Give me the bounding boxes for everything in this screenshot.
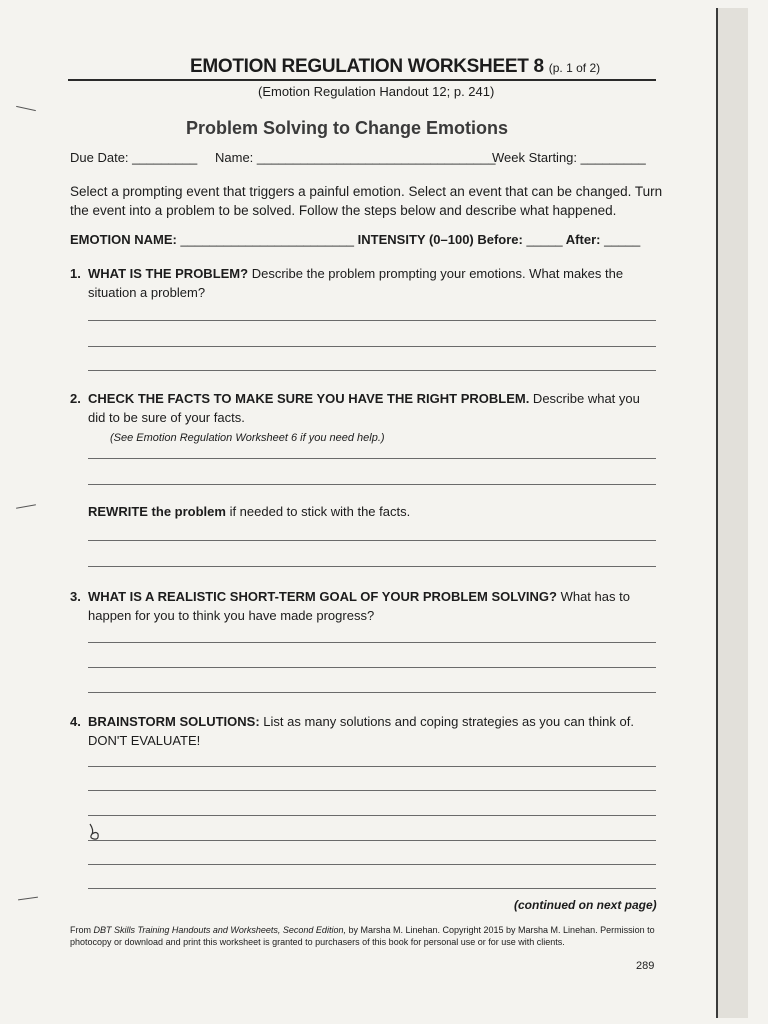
answer-line-1b[interactable]: [88, 346, 656, 347]
margin-mark: [16, 504, 36, 508]
question-number: 4.: [70, 714, 81, 729]
question-2: [70, 389, 658, 448]
instructions-paragraph: Select a prompting event that triggers a painful emotion. Select an event that can be changed. Turn the event into a problem to be solved. Follow the steps below and describe what happened.: [70, 184, 663, 218]
question-text: Describe the problem prompting your emotions. What makes the situation a problem?: [88, 266, 624, 300]
question-heading: BRAINSTORM SOLUTIONS:: [88, 714, 260, 729]
answer-line-3b[interactable]: [88, 667, 656, 668]
answer-line-4b[interactable]: [88, 790, 656, 791]
intensity-before-label: INTENSITY (0–100) Before:: [357, 232, 523, 247]
answer-line-4e[interactable]: [88, 864, 656, 865]
page-of-label: (p. 1 of 2): [548, 61, 601, 75]
intensity-before-field[interactable]: _____: [526, 232, 563, 247]
intensity-after-label: After:: [565, 232, 601, 247]
question-heading: WHAT IS THE PROBLEM?: [88, 266, 249, 281]
question-text: Describe what you did to be sure of your facts.: [88, 391, 640, 425]
question-heading: WHAT IS A REALISTIC SHORT-TERM GOAL OF YOUR PROBLEM SOLVING?: [88, 589, 557, 604]
footer-book-title: DBT Skills Training Handouts and Worksheets, Second Edition,: [93, 925, 346, 935]
question-heading: CHECK THE FACTS TO MAKE SURE YOU HAVE THE RIGHT PROBLEM.: [88, 391, 530, 406]
worksheet-subtitle: (Emotion Regulation Handout 12; p. 241): [258, 84, 495, 99]
question-number: 2.: [70, 391, 81, 406]
margin-mark: [18, 897, 38, 901]
answer-line-4d[interactable]: [88, 840, 656, 841]
question-number: 1.: [70, 266, 81, 281]
question-3: [70, 587, 658, 625]
due-date-field[interactable]: Due Date: _________: [70, 150, 198, 165]
intensity-after-field[interactable]: _____: [604, 232, 641, 247]
binder-edge-shade: [718, 8, 748, 1018]
answer-line-4c[interactable]: [88, 815, 656, 816]
worksheet-title: [190, 56, 600, 78]
answer-line-rewrite-a[interactable]: [88, 540, 656, 541]
answer-line-2a[interactable]: [88, 458, 656, 459]
question-1: [70, 264, 658, 302]
margin-mark: [16, 106, 36, 111]
question-4: [70, 712, 658, 750]
rewrite-prompt: [88, 502, 658, 521]
question-heading: REWRITE the problem: [88, 504, 226, 519]
answer-line-rewrite-b[interactable]: [88, 566, 656, 567]
footer-rest: by Marsha M. Linehan. Copyright 2015 by Marsha M. Linehan. Permission to photocopy or download and print this worksheet is granted to purchasers of this book for personal use or for use with clients.: [70, 925, 655, 947]
worksheet-title-text: EMOTION REGULATION WORKSHEET 8: [190, 56, 544, 77]
worksheet-heading: Problem Solving to Change Emotions: [186, 118, 509, 138]
footer-prefix: From: [70, 925, 94, 935]
answer-line-1a[interactable]: [88, 320, 656, 321]
answer-line-3c[interactable]: [88, 692, 656, 693]
question-text: if needed to stick with the facts.: [225, 504, 411, 519]
header-rule: [68, 79, 656, 81]
emotion-intensity-line: [70, 232, 640, 247]
continued-note: (continued on next page): [514, 898, 657, 912]
answer-line-1c[interactable]: [88, 370, 656, 371]
emotion-name-label: EMOTION NAME:: [70, 232, 177, 247]
answer-line-2b[interactable]: [88, 484, 656, 485]
pen-scribble-mark: [86, 822, 104, 842]
answer-line-3a[interactable]: [88, 642, 656, 643]
answer-line-4f[interactable]: [88, 888, 656, 889]
question-number: 3.: [70, 589, 81, 604]
page-number: 289: [636, 960, 655, 972]
question-text: What has to happen for you to think you have made progress?: [88, 589, 630, 623]
copyright-footer: [70, 924, 660, 948]
question-text: List as many solutions and coping strategies as you can think of. DON'T EVALUATE!: [88, 714, 634, 748]
week-starting-field[interactable]: Week Starting: _________: [492, 150, 646, 165]
question-hint: (See Emotion Regulation Worksheet 6 if you need help.): [110, 432, 385, 444]
name-field[interactable]: Name: _________________________________: [215, 150, 496, 165]
answer-line-4a[interactable]: [88, 766, 656, 767]
emotion-name-field[interactable]: ________________________: [180, 232, 355, 247]
